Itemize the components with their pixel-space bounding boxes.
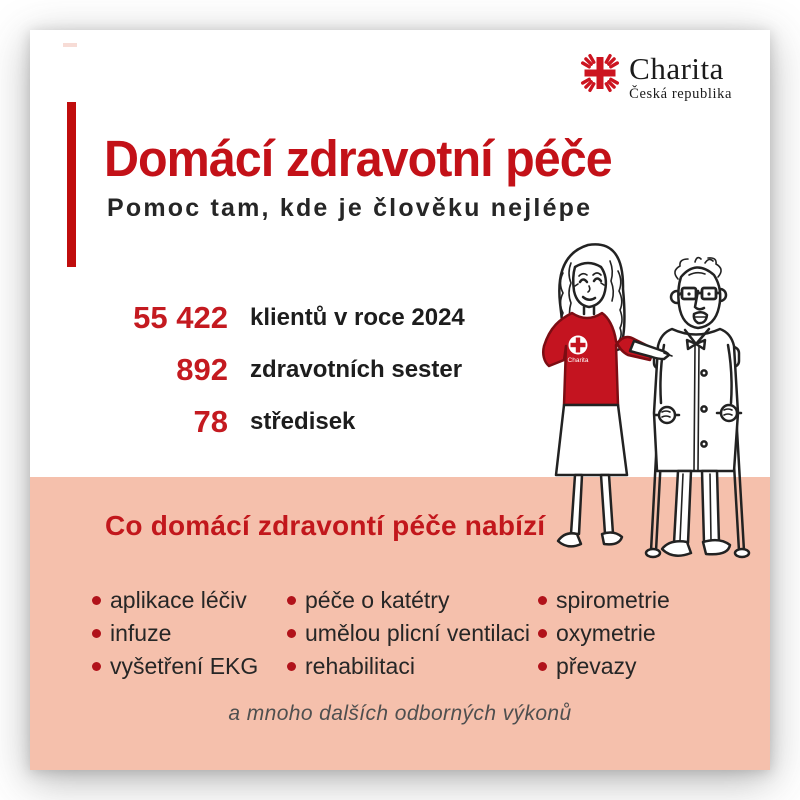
service-item-label: spirometrie	[556, 587, 670, 613]
logo-wordmark: Charita	[629, 51, 724, 86]
service-item-label: péče o katétry	[305, 587, 450, 613]
bullet-icon	[92, 596, 101, 605]
stats-list	[60, 292, 465, 448]
bullet-icon	[287, 629, 296, 638]
page-title: Domácí zdravotní péče	[104, 130, 612, 187]
service-item	[538, 650, 670, 683]
stat-value: 55 422	[133, 300, 228, 335]
services-column-2	[287, 584, 530, 683]
service-item-label: aplikace léčiv	[110, 587, 247, 613]
services-column-3	[538, 584, 670, 683]
service-item	[92, 650, 258, 683]
service-item-label: rehabilitaci	[305, 653, 415, 679]
service-item-label: oxymetrie	[556, 620, 656, 646]
service-item-label: převazy	[556, 653, 637, 679]
service-item	[287, 617, 530, 650]
caritas-flame-cross-icon	[578, 50, 622, 98]
stat-label: zdravotních sester	[250, 356, 463, 383]
service-item	[92, 584, 258, 617]
decorative-dash	[63, 43, 77, 47]
service-item-label: umělou plicní ventilaci	[305, 620, 531, 646]
bullet-icon	[538, 596, 547, 605]
stat-label: klientů v roce 2024	[250, 304, 465, 331]
infographic-card	[30, 30, 770, 770]
accent-bar	[67, 102, 76, 267]
service-item-label: vyšetření EKG	[110, 653, 259, 679]
service-item	[287, 650, 530, 683]
services-footnote: a mnoho dalších odborných výkonů	[228, 702, 572, 725]
page-subtitle: Pomoc tam, kde je člověku nejlépe	[107, 194, 593, 222]
nurse-helping-elderly-man-illustration	[530, 233, 770, 578]
service-item-label: infuze	[110, 620, 172, 646]
bullet-icon	[92, 629, 101, 638]
service-item	[92, 617, 258, 650]
service-item	[287, 584, 530, 617]
stat-value: 892	[176, 352, 228, 387]
services-heading: Co domácí zdravontí péče nabízí	[105, 510, 546, 541]
stat-value: 78	[193, 404, 228, 439]
bullet-icon	[287, 596, 296, 605]
bullet-icon	[92, 662, 101, 671]
charita-logo	[578, 50, 732, 102]
service-item	[538, 584, 670, 617]
services-column-1	[92, 584, 258, 683]
bullet-icon	[287, 662, 296, 671]
bullet-icon	[538, 629, 547, 638]
bullet-icon	[538, 662, 547, 671]
shirt-logo-text: Charita	[567, 357, 589, 364]
logo-subtitle: Česká republika	[629, 86, 732, 102]
service-item	[538, 617, 670, 650]
stat-label: středisek	[250, 408, 356, 435]
